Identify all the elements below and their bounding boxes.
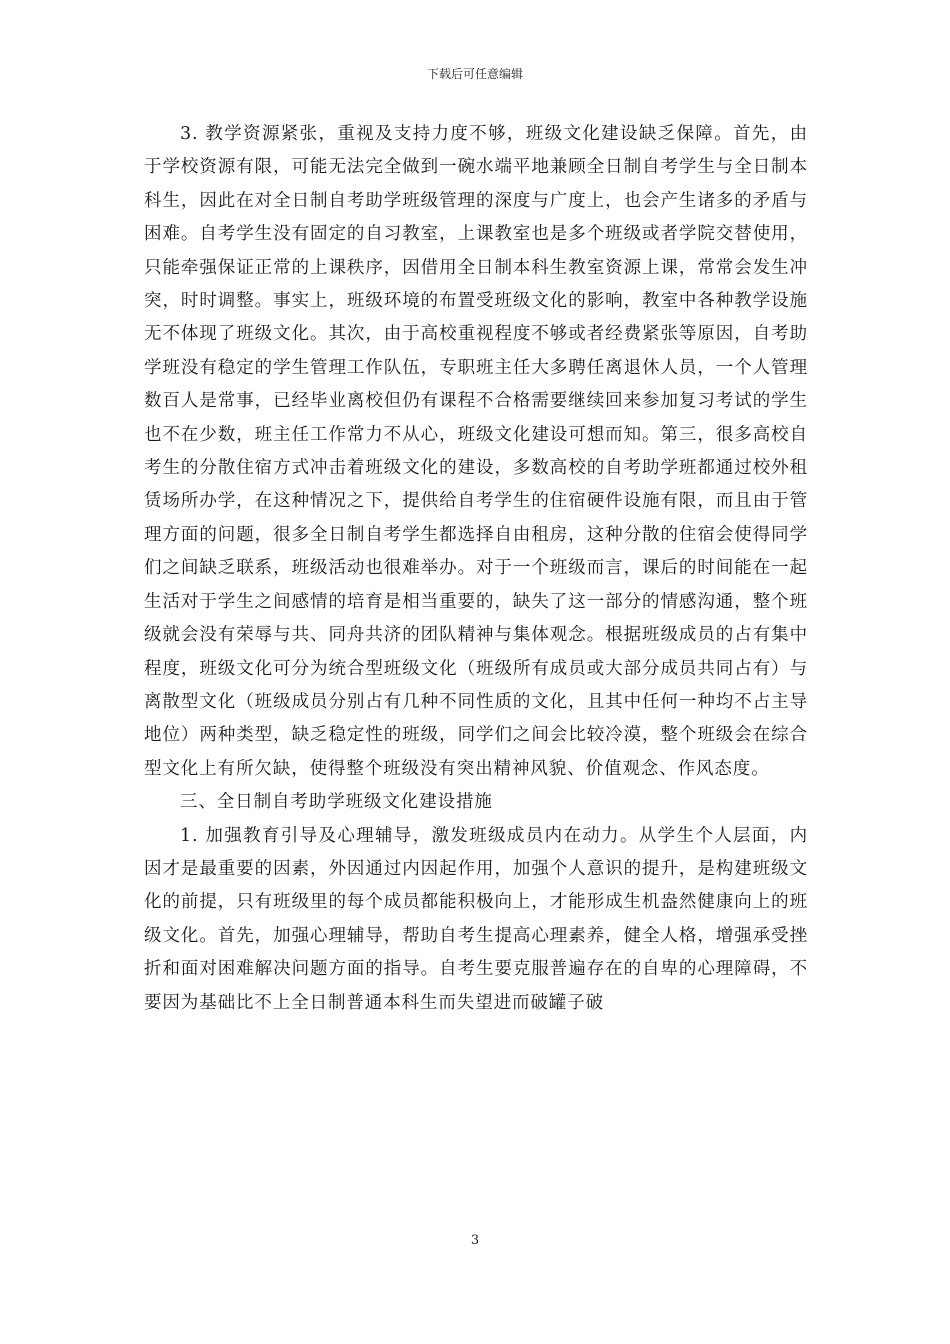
page-number: 3 bbox=[470, 1233, 480, 1248]
document-body bbox=[144, 118, 808, 1020]
body-paragraph-1: 3. 教学资源紧张，重视及支持力度不够，班级文化建设缺乏保障。首先，由于学校资源有限，可能无法完全做到一碗水端平地兼顾全日制自考学生与全日制本科生，因此在对全日制自考助学班级管理的深度与广度上，也会产生诸多的矛盾与困难。自考学生没有固定的自习教室，上课教室也是多个班级或者学院交替使用，只能牵强保证正常的上课秩序，因借用全日制本科生教室资源上课，常常会发生冲突，时时调整。事实上，班级环境的布置受班级文化的影响，教室中各种教学设施无不体现了班级文化。其次，由于高校重视程度不够或者经费紧张等原因，自考助学班没有稳定的学生管理工作队伍，专职班主任大多聘任离退休人员，一个人管理数百人是常事，已经毕业离校但仍有课程不合格需要继续回来参加复习考试的学生也不在少数，班主任工作常力不从心，班级文化建设可想而知。第三，很多高校自考生的分散住宿方式冲击着班级文化的建设，多数高校的自考助学班都通过校外租赁场所办学，在这种情况之下，提供给自考学生的住宿硬件设施有限，而且由于管理方面的问题，很多全日制自考学生都选择自由租房，这种分散的住宿会使得同学们之间缺乏联系，班级活动也很难举办。对于一个班级而言，课后的时间能在一起生活对于学生之间感情的培育是相当重要的，缺失了这一部分的情感沟通，整个班级就会没有荣辱与共、同舟共济的团队精神与集体观念。根据班级成员的占有集中程度，班级文化可分为统合型班级文化（班级所有成员或大部分成员共同占有）与离散型文化（班级成员分别占有几种不同性质的文化，且其中任何一种均不占主导地位）两种类型，缺乏稳定性的班级，同学们之间会比较冷漠，整个班级会在综合型文化上有所欠缺，使得整个班级没有突出精神风貌、价值观念、作风态度。 bbox=[144, 124, 808, 779]
section-heading: 三、全日制自考助学班级文化建设措施 bbox=[180, 792, 493, 813]
page-header: 下载后可任意编辑 bbox=[426, 67, 523, 81]
body-paragraph-2: 1. 加强教育引导及心理辅导，激发班级成员内在动力。从学生个人层面，内因才是最重要的因素，外因通过内因起作用，加强个人意识的提升，是构建班级文化的前提，只有班级里的每个成员都能积极向上，才能形成生机盎然健康向上的班级文化。首先，加强心理辅导，帮助自考生提高心理素养，健全人格，增强承受挫折和面对困难解决问题方面的指导。自考生要克服普遍存在的自卑的心理障碍，不要因为基础比不上全日制普通本科生而失望进而破罐子破 bbox=[144, 825, 808, 1013]
